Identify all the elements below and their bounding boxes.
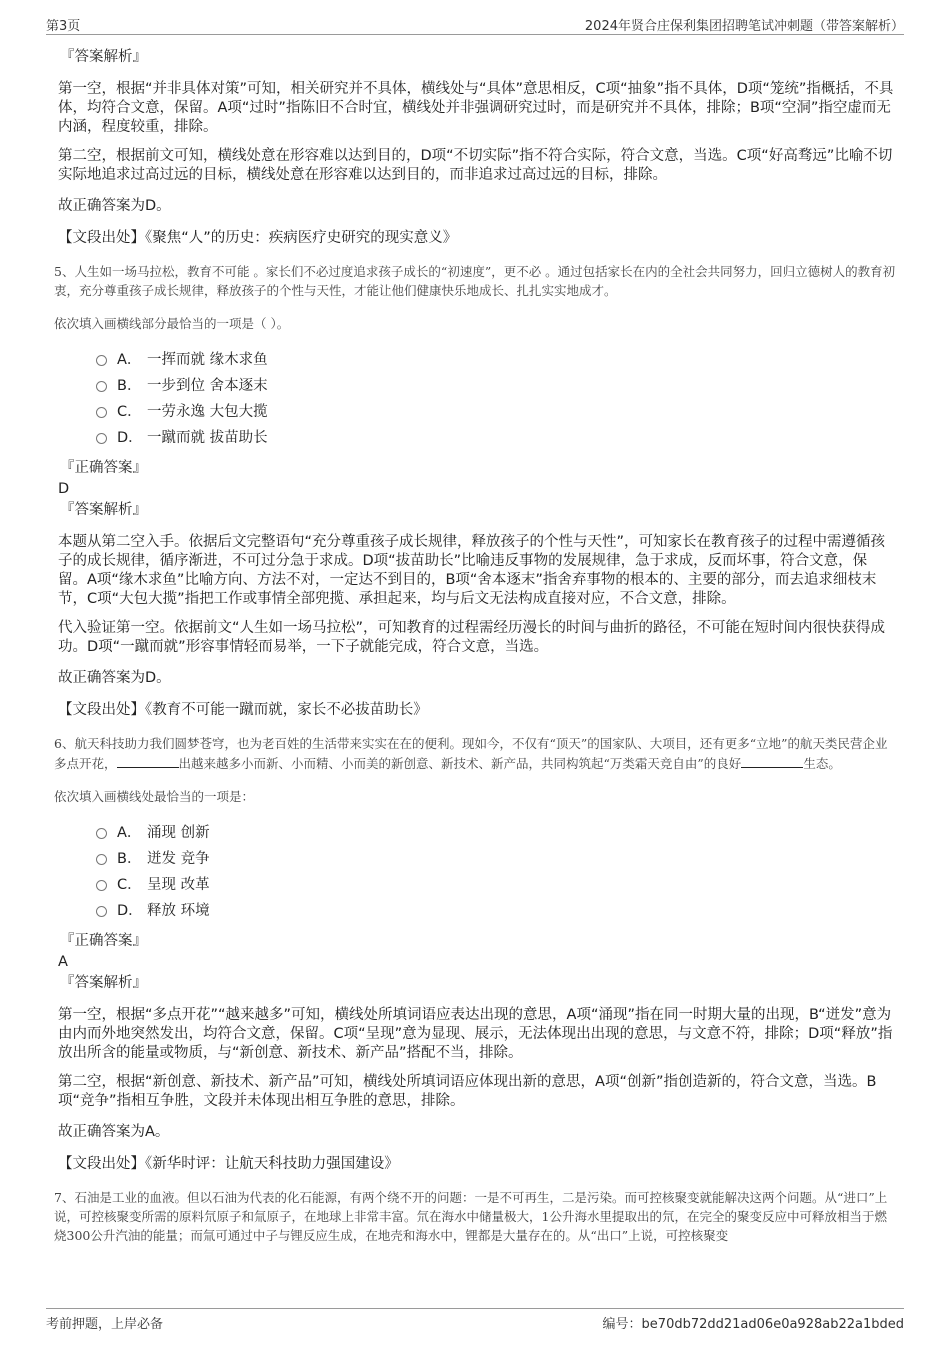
q4-conclusion: 故正确答案为D。 xyxy=(58,198,171,214)
radio-icon[interactable] xyxy=(96,355,107,366)
q6-prompt: 依次填入画横线处最恰当的一项是： xyxy=(54,789,255,804)
footer-slogan: 考前押题，上岸必备 xyxy=(46,1317,164,1332)
q6-option-c[interactable]: C． 呈现 改革 xyxy=(96,870,896,896)
radio-icon[interactable] xyxy=(96,906,107,917)
radio-icon[interactable] xyxy=(96,407,107,418)
page-header xyxy=(46,12,904,35)
page-number: 第3页 xyxy=(46,19,81,34)
q4-analysis-p2: 第二空，根据前文可知，横线处意在形容难以达到目的，D项“不切实际”指不符合实际，符合文意，当选。C项“好高骛远”比喻不切实际地追求过高过远的目标，横线处意在形容难以达到目的，而非追求过高过远的目标，排除。 xyxy=(58,148,893,183)
fill-blank xyxy=(117,753,179,768)
q6-analysis-p2: 第二空，根据“新创意、新技术、新产品”可知，横线处所填词语应体现出新的意思，A项“创新”指创造新的，符合文意，当选。B项“竞争”指相互争胜，文段并未体现出相互争胜的意思，排除。 xyxy=(58,1074,877,1109)
q5-prompt: 依次填入画横线部分最恰当的一项是（ ）。 xyxy=(54,316,290,331)
radio-icon[interactable] xyxy=(96,381,107,392)
q5-option-c[interactable]: C． 一劳永逸 大包大揽 xyxy=(96,397,896,423)
radio-icon[interactable] xyxy=(96,828,107,839)
q6-source: 【文段出处】《新华时评：让航天科技助力强国建设》 xyxy=(58,1156,399,1172)
q4-source: 【文段出处】《聚焦“人”的历史：疾病医疗史研究的现实意义》 xyxy=(58,230,458,246)
radio-icon[interactable] xyxy=(96,854,107,865)
document-body xyxy=(54,46,896,1245)
document-title: 2024年贤合庄保利集团招聘笔试冲刺题（带答案解析） xyxy=(584,19,904,34)
radio-icon[interactable] xyxy=(96,880,107,891)
q7-stem: 7、石油是工业的血液。但以石油为代表的化石能源，有两个绕不开的问题：一是不可再生，二是污染。而可控核聚变就能解决这两个问题。从“进口”上说，可控核聚变所需的原料氘原子和氚原子，在地球上非常丰富。氘在海水中储量极大，1公升海水里提取出的氘，在完全的聚变反应中可释放相当于燃烧300公升汽油的能量；而氚可通过中子与锂反应生成，在地壳和海水中，锂都是大量存在的。从“出口”上说，可控核聚变 xyxy=(54,1190,888,1243)
q6-conclusion: 故正确答案为A。 xyxy=(58,1124,170,1140)
q6-option-b[interactable]: B． 迸发 竞争 xyxy=(96,844,896,870)
q6-stem: 6、航天科技助力我们圆梦苍穹，也为老百姓的生活带来实实在在的便利。现如今，不仅有“顶天”的国家队、大项目，还有更多“立地”的航天类民营企业多点开花， 出越来越多小而新、小而精、小而美的新创意、新技术、新产品，共同构筑起“万类霜天竞自由”的良好 生态。 xyxy=(54,736,888,771)
fill-blank xyxy=(741,753,803,768)
q5-analysis-p1: 本题从第二空入手。依据后文完整语句“充分尊重孩子成长规律，释放孩子的个性与天性”，可知家长在教育孩子的过程中需遵循孩子的成长规律，循序渐进，不可过分急于求成。D项“拔苗助长”比喻违反事物的发展规律，急于求成，反而坏事，符合文意，保留。A项“缘木求鱼”比喻方向、方法不对，一定达不到目的，B项“舍本逐末”指舍弃事物的根本的、主要的部分，而去追求细枝末节，C项“大包大揽”指把工作或事情全部兜揽、承担起来，均与后文无法构成直接对应，不合文意，排除。 xyxy=(58,534,886,607)
q6-answer: A xyxy=(58,954,68,970)
page-footer xyxy=(46,1308,904,1331)
q5-analysis-p2: 代入验证第一空。依据前文“人生如一场马拉松”，可知教育的过程需经历漫长的时间与曲折的路径，不可能在短时间内很快获得成功。D项“一蹴而就”形容事情轻而易举，一下子就能完成，符合文意，当选。 xyxy=(58,620,886,655)
q5-option-a[interactable]: A． 一挥而就 缘木求鱼 xyxy=(96,345,896,371)
q5-conclusion: 故正确答案为D。 xyxy=(58,670,171,686)
q5-answer: D xyxy=(58,481,70,497)
q4-analysis-label: 『答案解析』 xyxy=(60,49,147,65)
q5-source: 【文段出处】《教育不可能一蹴而就，家长不必拔苗助长》 xyxy=(58,702,428,718)
q5-options xyxy=(96,345,896,449)
radio-icon[interactable] xyxy=(96,433,107,444)
q6-option-a[interactable]: A． 涌现 创新 xyxy=(96,818,896,844)
q5-answer-label: 『正确答案』 xyxy=(60,460,147,476)
q6-options xyxy=(96,818,896,922)
q5-stem: 5、人生如一场马拉松，教育不可能 。家长们不必过度追求孩子成长的“初速度”，更不必 。通过包括家长在内的全社会共同努力，回归立德树人的教育初衷，充分尊重孩子成长规律，释放孩子的个性与天性，才能让他们健康快乐地成长、扎扎实实地成才。 xyxy=(54,264,896,298)
q6-answer-label: 『正确答案』 xyxy=(60,933,147,949)
q6-option-d[interactable]: D． 释放 环境 xyxy=(96,896,896,922)
q6-analysis-label: 『答案解析』 xyxy=(60,975,147,991)
document-id: 编号：be70db72dd21ad06e0a928ab22a1bded xyxy=(602,1317,904,1332)
q5-option-b[interactable]: B． 一步到位 舍本逐末 xyxy=(96,371,896,397)
q4-analysis-p1: 第一空，根据“并非具体对策”可知，相关研究并不具体，横线处与“具体”意思相反，C项“抽象”指不具体，D项“笼统”指概括，不具体，均符合文意，保留。A项“过时”指陈旧不合时宜，横线处并非强调研究过时，而是研究并不具体，排除；B项“空洞”指空虚而无内涵，程度较重，排除。 xyxy=(58,81,894,135)
q5-option-d[interactable]: D． 一蹴而就 拔苗助长 xyxy=(96,423,896,449)
q6-analysis-p1: 第一空，根据“多点开花”“越来越多”可知，横线处所填词语应表达出现的意思，A项“涌现”指在同一时期大量的出现，B“迸发”意为由内而外地突然发出，均符合文意，保留。C项“呈现”意为显现、展示，无法体现出出现的意思，与文意不符，排除；D项“释放”指放出所含的能量或物质，与“新创意、新技术、新产品”搭配不当，排除。 xyxy=(58,1007,893,1061)
q5-analysis-label: 『答案解析』 xyxy=(60,502,147,518)
